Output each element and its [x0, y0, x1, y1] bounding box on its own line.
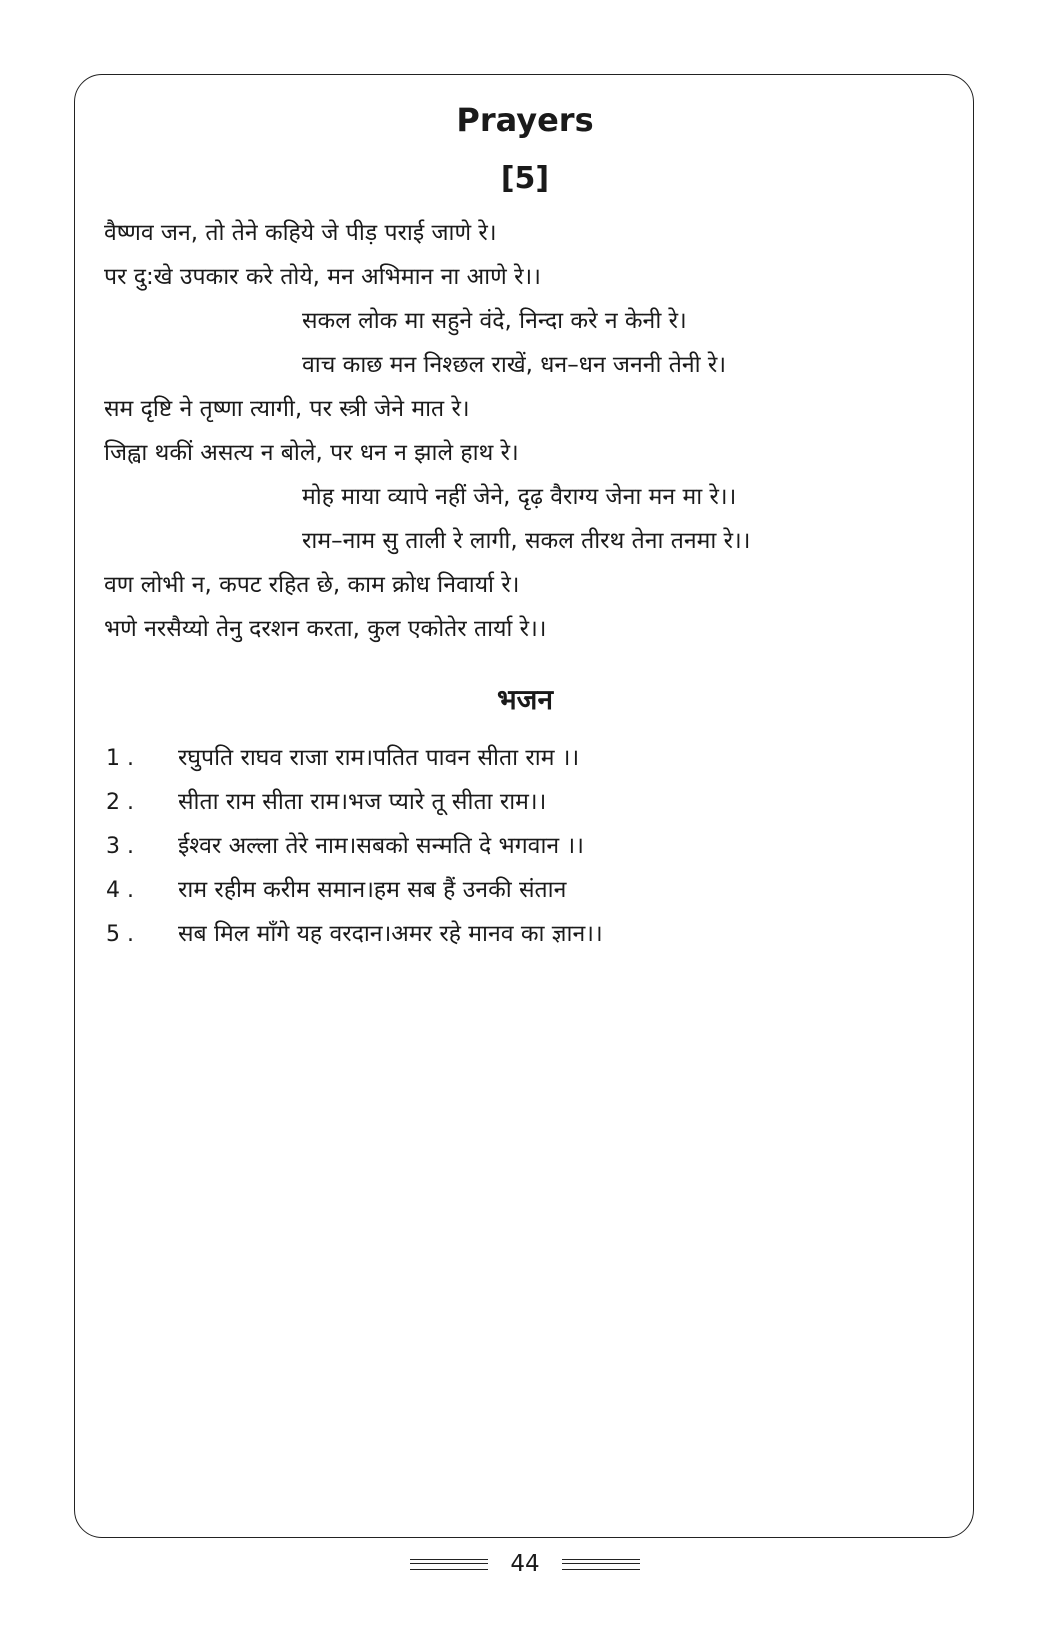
footer-rule-left — [410, 1559, 488, 1570]
bhajan-list — [106, 736, 966, 956]
page-footer — [0, 1540, 1050, 1588]
page-number: 44 — [510, 1551, 540, 1577]
list-item — [106, 824, 966, 868]
poem-line: वण लोभी न, कपट रहित छे, काम क्रोध निवार्या रे। — [104, 572, 520, 598]
list-item-text: सीता राम सीता राम।भज प्यारे तू सीता राम।। — [178, 789, 547, 815]
list-item-text: ईश्वर अल्ला तेरे नाम।सबको सन्मति दे भगवान ।। — [178, 833, 584, 859]
poem-line: वैष्णव जन, तो तेने कहिये जे पीड़ पराई जाणे रे। — [104, 220, 497, 246]
list-item-text: सब मिल माँगे यह वरदान।अमर रहे मानव का ज्ञान।। — [178, 921, 603, 947]
poem-line: वाच काछ मन निश्छल राखें, धन–धन जननी तेनी रे। — [302, 352, 727, 378]
poem-line: पर दु:खे उपकार करे तोये, मन अभिमान ना आणे रे।। — [104, 264, 541, 290]
list-item — [106, 912, 966, 956]
poem-line: सकल लोक मा सहुने वंदे, निन्दा करे न केनी रे। — [302, 308, 687, 334]
list-item-number: 5 . — [106, 922, 134, 947]
prayer-number: [5] — [500, 161, 550, 196]
list-item — [106, 868, 966, 912]
list-item — [106, 736, 966, 780]
poem-line: सम दृष्टि ने तृष्णा त्यागी, पर स्त्री जेने मात रे। — [104, 396, 470, 422]
poem-line: भणे नरसैय्यो तेनु दरशन करता, कुल एकोतेर तार्या रे।। — [104, 616, 547, 642]
list-item-number: 4 . — [106, 878, 134, 903]
poem-line: जिह्वा थकीं असत्य न बोले, पर धन न झाले हाथ रे। — [104, 440, 519, 466]
list-item-number: 2 . — [106, 790, 134, 815]
list-item — [106, 780, 966, 824]
footer-rule-right — [562, 1559, 640, 1570]
poem — [104, 211, 964, 651]
poem-line: मोह माया व्यापे नहीं जेने, दृढ़ वैराग्य जेना मन मा रे।। — [302, 484, 737, 510]
list-item-text: रघुपति राघव राजा राम।पतित पावन सीता राम ।। — [178, 745, 580, 771]
list-item-number: 3 . — [106, 834, 134, 859]
list-item-number: 1 . — [106, 746, 134, 771]
page-title: Prayers — [456, 101, 594, 139]
poem-line: राम–नाम सु ताली रे लागी, सकल तीरथ तेना तनमा रे।। — [302, 528, 751, 554]
list-item-text: राम रहीम करीम समान।हम सब हैं उनकी संतान — [178, 877, 567, 903]
bhajan-heading: भजन — [496, 683, 553, 716]
